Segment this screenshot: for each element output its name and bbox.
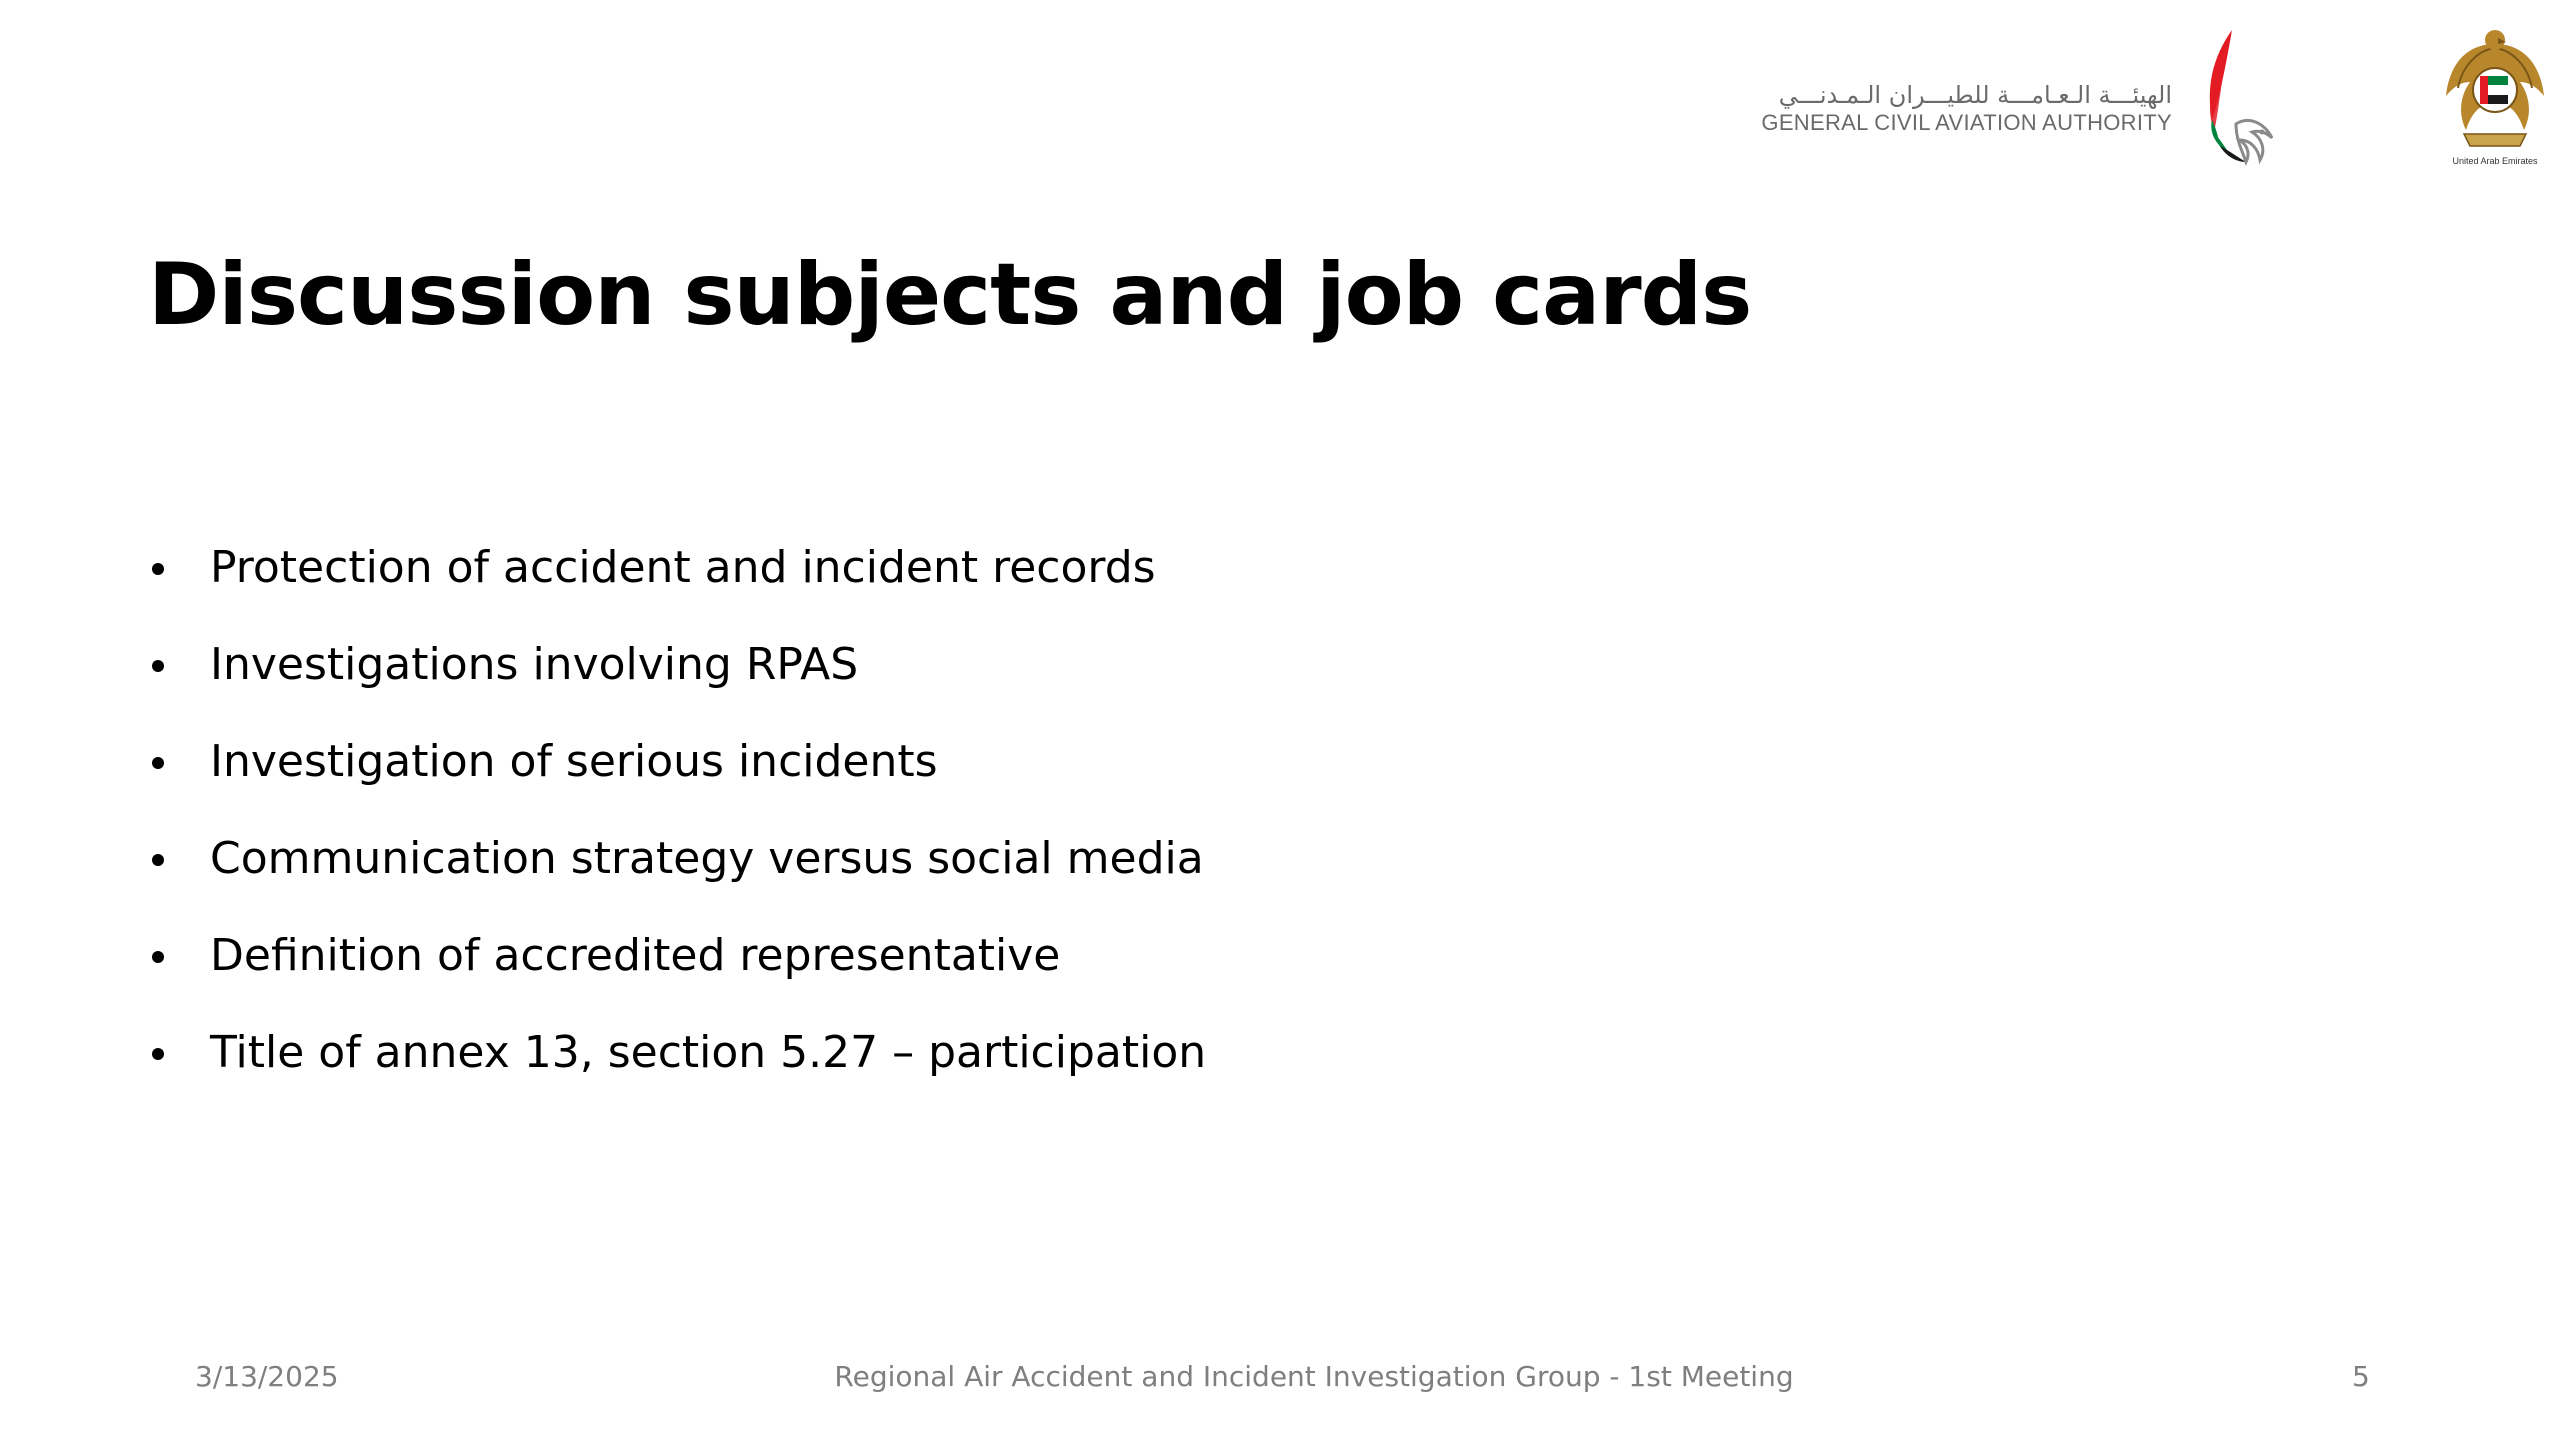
bullet-text: Investigation of serious incidents [210,736,938,787]
gcaa-english-name: GENERAL CIVIL AVIATION AUTHORITY [1761,110,2172,135]
gcaa-arabic-name: الهيئـــة الـعـامـــة للطيـــران الـمـدنـــي [1778,81,2172,109]
bullet-dot-icon [152,951,164,963]
slide-title: Discussion subjects and job cards [148,245,1752,345]
uae-eagle-emblem-icon [2440,26,2550,154]
footer-date: 3/13/2025 [195,1360,339,1393]
bullet-text: Communication strategy versus social media [210,833,1204,884]
gcaa-logo [1752,28,2292,168]
gcaa-falcon-icon [2192,28,2292,168]
bullet-text: Investigations involving RPAS [210,639,859,690]
bullet-dot-icon [152,854,164,866]
bullet-list [148,532,1206,1114]
uae-emblem [2440,26,2550,171]
bullet-dot-icon [152,757,164,769]
bullet-item [148,726,1206,823]
footer-page-number: 5 [2352,1360,2370,1393]
bullet-item [148,920,1206,1017]
gcaa-logo-text [1761,80,2172,136]
bullet-item [148,629,1206,726]
bullet-text: Definition of accredited representative [210,930,1061,981]
uae-caption: United Arab Emirates [2452,156,2538,166]
bullet-item [148,823,1206,920]
bullet-text: Title of annex 13, section 5.27 – participation [210,1027,1207,1078]
bullet-item [148,532,1206,629]
footer-meeting-title: Regional Air Accident and Incident Investigation Group - 1st Meeting [834,1360,1794,1393]
bullet-dot-icon [152,1048,164,1060]
bullet-text: Protection of accident and incident records [210,542,1156,593]
bullet-item [148,1017,1206,1114]
bullet-dot-icon [152,563,164,575]
bullet-dot-icon [152,660,164,672]
